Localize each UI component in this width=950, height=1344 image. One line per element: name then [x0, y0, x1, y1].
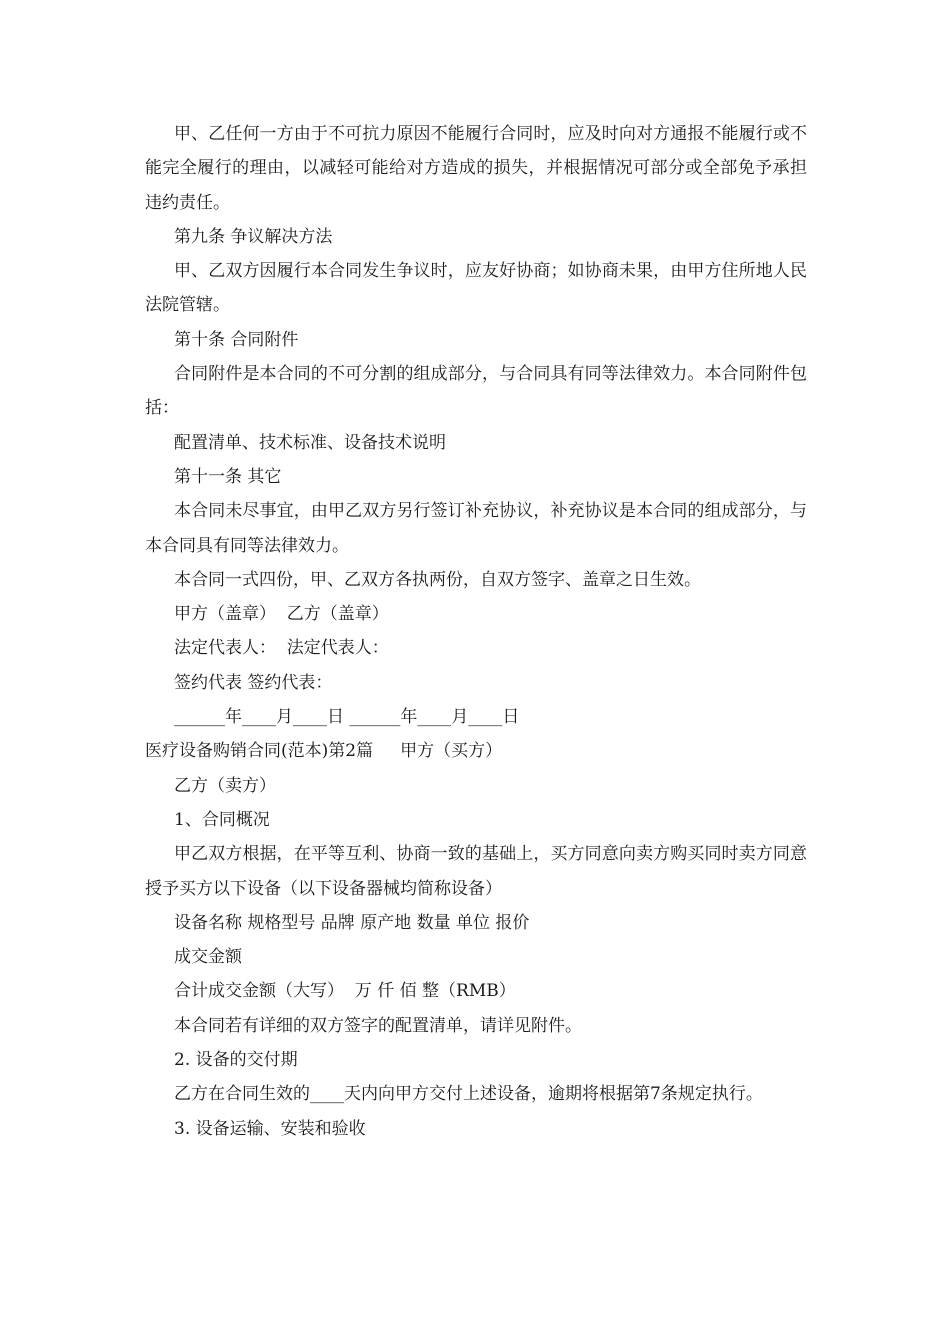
signature-date: ______年____月____日 ______年____月____日: [174, 707, 520, 728]
paragraph-attachments: 合同附件是本合同的不可分割的组成部分，与合同具有同等法律效力。本合同附件包括：: [145, 364, 807, 419]
paragraph-purchase-agreement: 甲乙双方根据，在平等互利、协商一致的基础上，买方同意向卖方购买同时卖方同意授予买方以下设备（以下设备器械均简称设备）: [145, 844, 807, 899]
paragraph-supplementary: 本合同未尽事宜，由甲乙双方另行签订补充协议，补充协议是本合同的组成部分，与本合同具有同等法律效力。: [145, 501, 807, 556]
section-title-part-2: 医疗设备购销合同(范本)第2篇 甲方（买方）: [145, 741, 503, 762]
total-amount-line: 合计成交金额（大写） 万 仟 佰 整（RMB）: [174, 981, 516, 1002]
heading-transport-install: 3. 设备运输、安装和验收: [174, 1118, 366, 1139]
paragraph-force-majeure: 甲、乙任何一方由于不可抗力原因不能履行合同时，应及时向对方通报不能履行或不能完全履行的理由，以减轻可能给对方造成的损失，并根据情况可部分或全部免予承担违约责任。: [145, 124, 807, 213]
heading-contract-overview: 1、合同概况: [174, 809, 270, 830]
document-body: [145, 117, 807, 1146]
paragraph-copies: 本合同一式四份，甲、乙双方各执两份，自双方签字、盖章之日生效。: [174, 569, 701, 590]
party-b-seller: 乙方（卖方）: [174, 775, 276, 796]
paragraph-attachment-list: 配置清单、技术标准、设备技术说明: [174, 432, 446, 453]
paragraph-dispute-resolution: 甲、乙双方因履行本合同发生争议时，应友好协商；如协商未果，由甲方住所地人民法院管辖。: [145, 261, 807, 316]
equipment-amount-label: 成交金额: [174, 947, 242, 968]
signature-representative: 签约代表 签约代表：: [174, 672, 333, 693]
heading-article-9: 第九条 争议解决方法: [174, 226, 333, 247]
signature-seals: 甲方（盖章） 乙方（盖章）: [174, 604, 389, 625]
paragraph-config-list: 本合同若有详细的双方签字的配置清单，请详见附件。: [174, 1015, 582, 1036]
heading-article-11: 第十一条 其它: [174, 466, 282, 487]
heading-delivery-period: 2. 设备的交付期: [174, 1050, 298, 1071]
signature-legal-rep: 法定代表人： 法定代表人：: [174, 638, 389, 659]
paragraph-delivery: 乙方在合同生效的____天内向甲方交付上述设备，逾期将根据第7条规定执行。: [174, 1084, 763, 1105]
equipment-table-header: 设备名称 规格型号 品牌 原产地 数量 单位 报价: [174, 912, 530, 933]
heading-article-10: 第十条 合同附件: [174, 329, 299, 350]
